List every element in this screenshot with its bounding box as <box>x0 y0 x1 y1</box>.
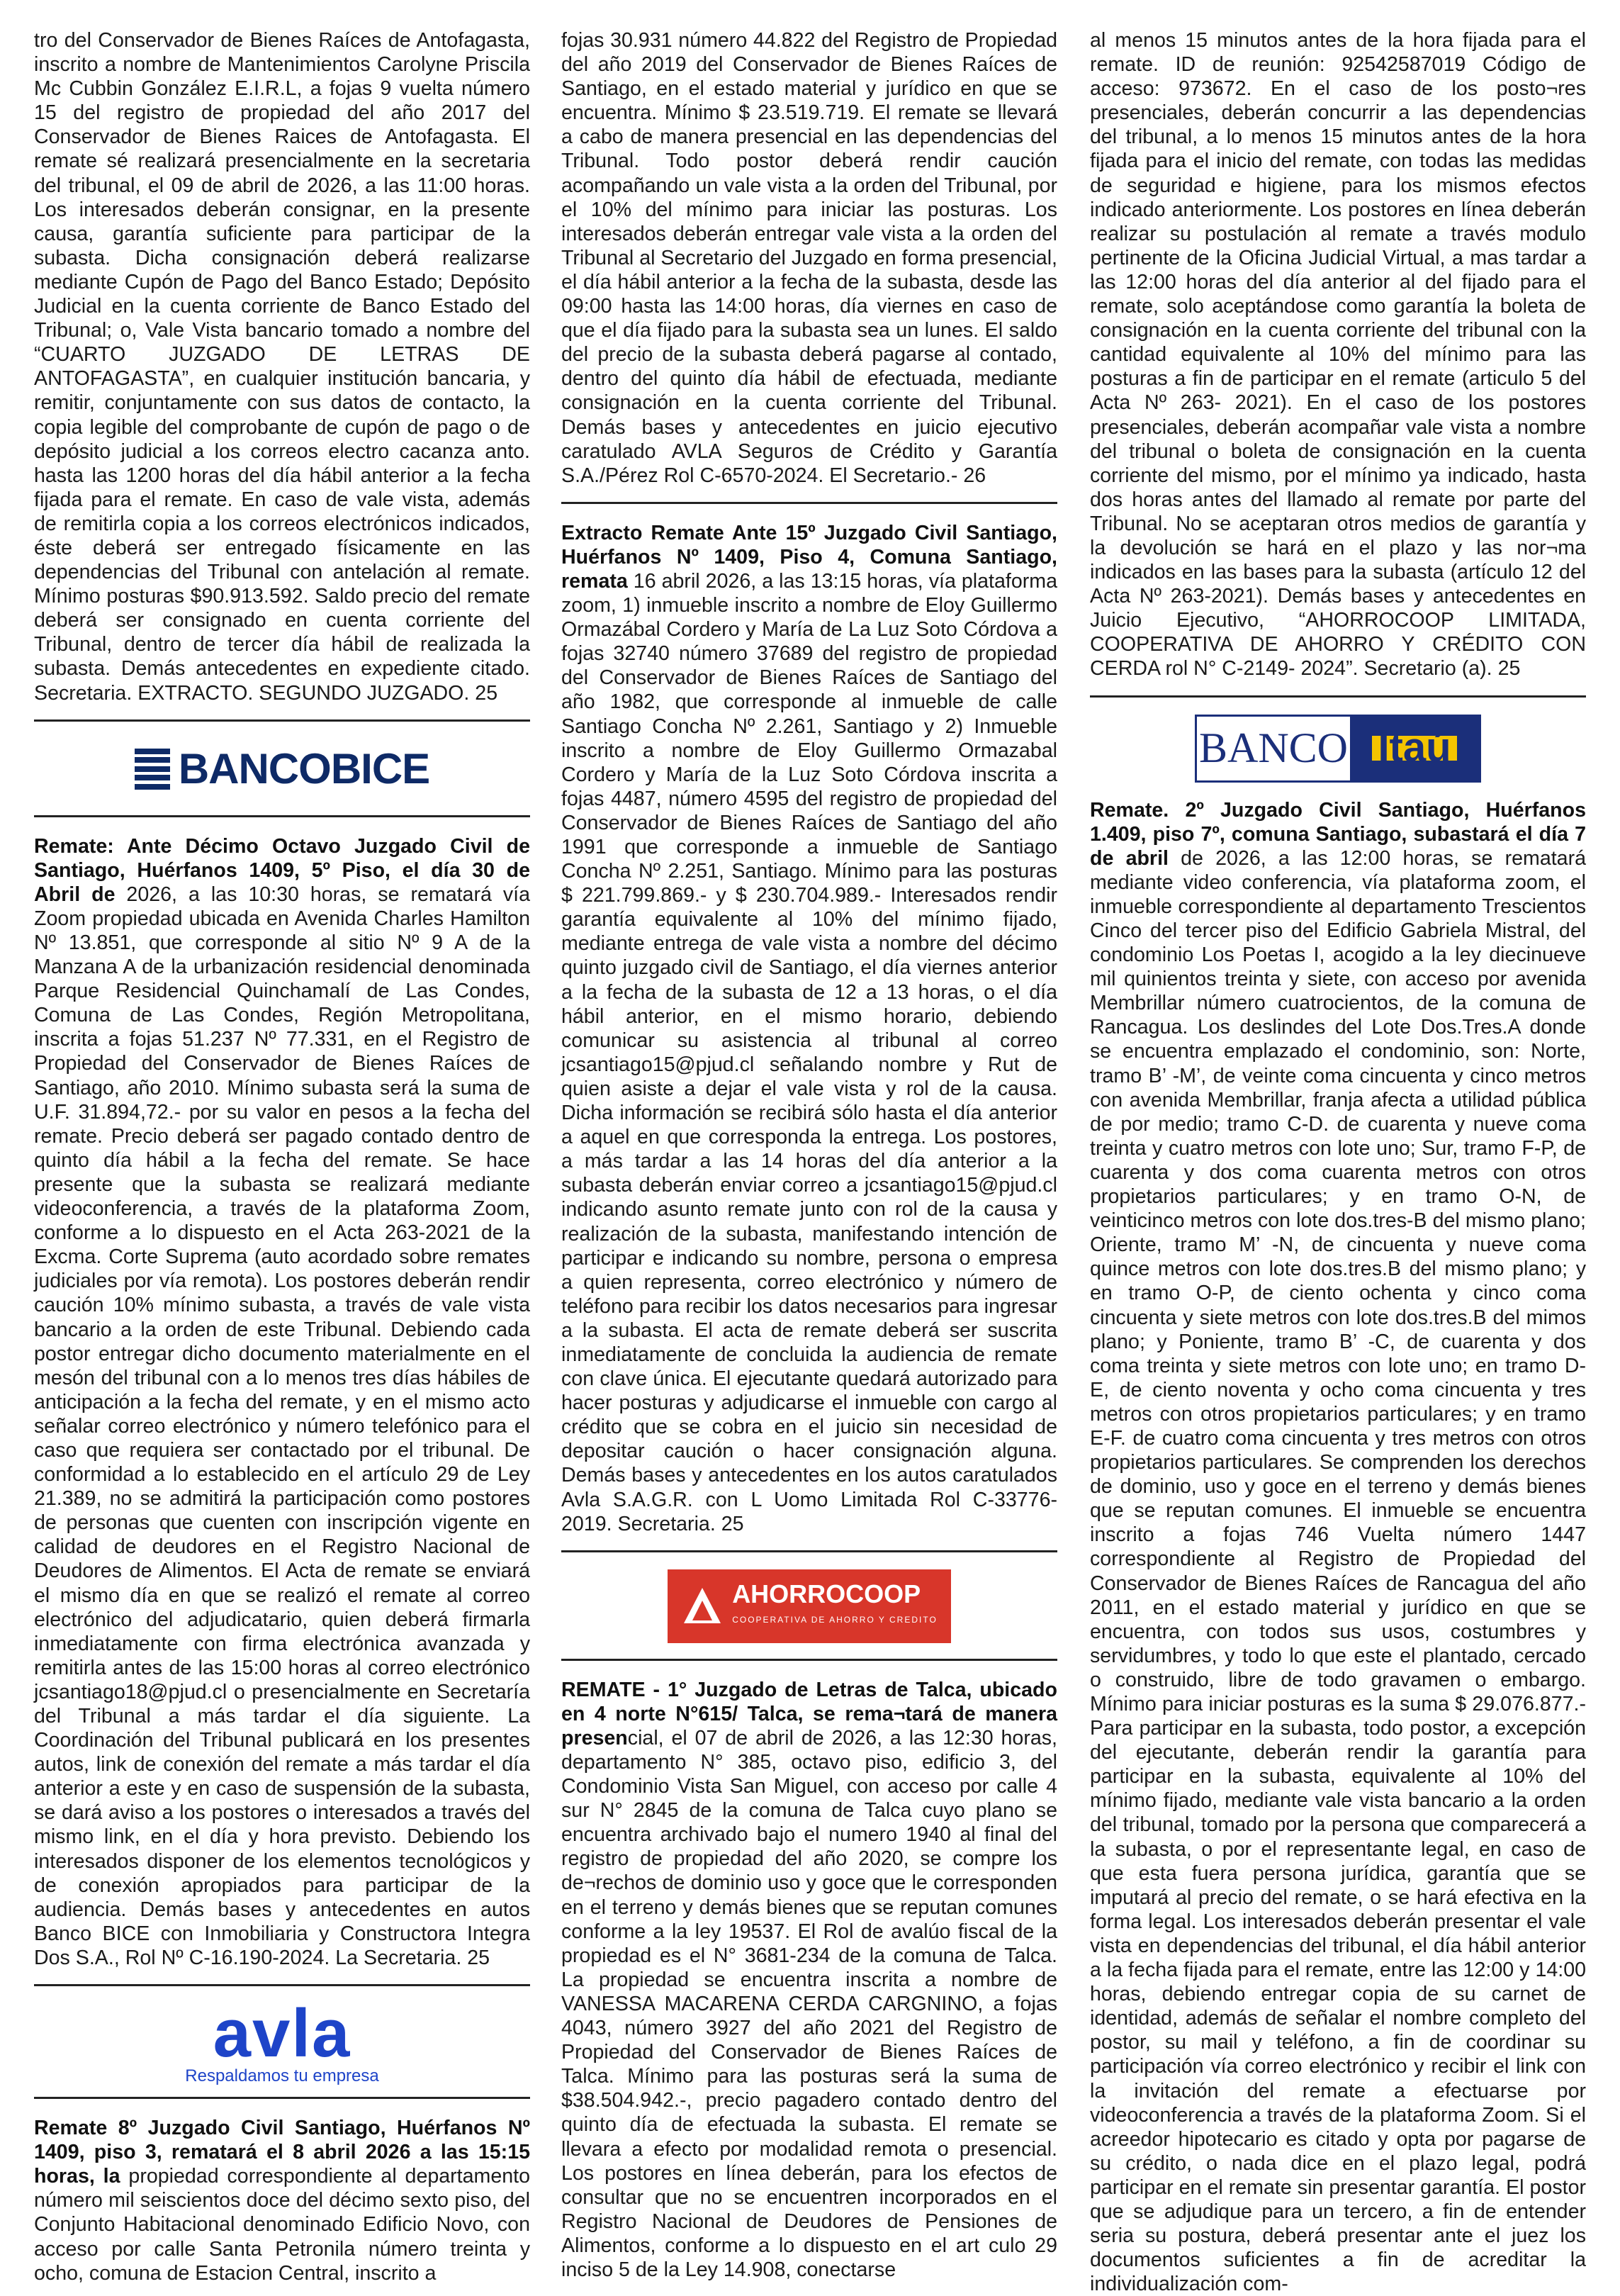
divider <box>561 1659 1057 1661</box>
notice-body: cial, el 07 de abril de 2026, a las 12:30 horas, departamento N° 385, octavo piso, edificio 3, del Condominio Vista San Miguel, con acceso por calle 4 sur N° 2845 de la comuna de Talca cuyo plano se encuentra archivado bajo el numero 1940 al final del registro de propiedad del año 2020, se compre los de¬rechos de dominio uso y goce que le corresponden en el terreno y demás bienes que se reputan comunes conforme a la ley 19537. El Rol de avalúo fiscal de la propiedad es el N° 3681-234 de la comuna de Talca. La propiedad se encuentra inscrita a nombre de VANESSA MACARENA CERDA CARGNINO, a fojas 4043, número 3927 del año 2021 del Registro de Propiedad del Conservador de Bienes Raíces de Talca. Mínimo para las posturas será la suma de $38.504.942.-, precio pagadero contado dentro del quinto día de efectuada la subasta. El remate se llevara a efecto por modalidad remota o presencial. Los postores en línea deberán, para los efectos de consultar que no se encuentren incorporados en el Registro Nacional de Deudores de Pensiones de Alimentos, conforme a lo dispuesto en el art culo 29 inciso 5 de la Ley 14.908, conectarse <box>561 1726 1057 2281</box>
banco-bice-logo <box>133 739 431 800</box>
notice-body: 2026, a las 10:30 horas, se rematará vía Zoom propiedad ubicada en Avenida Charles Hamilton Nº 13.851, que corresponde al sitio Nº 9 A de la Manzana A de la urbanización residencial denominada Parque Residencial Quinchamalí de Las Condes, Comuna de Las Condes, Región Metropolitana, inscrita a fojas 51.237 Nº 77.331, en el Registro de Propiedad del Conservador de Bienes Raíces de Santiago, año 2010. Mínimo subasta será la suma de U.F. 31.894,72.- por su valor en pesos a la fecha del remate. Precio deberá ser pagado contado dentro de quinto día hábil a la fecha del remate. Se hace presente que la subasta se realizará mediante videoconferencia, a través de la plataforma Zoom, conforme a lo dispuesto en el Acta 263-2021 de la Excma. Corte Suprema (auto acordado sobre remates judiciales por vía remota). Los postores deberán rendir caución 10% mínimo subasta, a través de vale vista bancario a la orden de este Tribunal. Debiendo cada postor entregar dicho documento materialmente en el mesón del tribunal con a lo menos tres días hábiles de anticipación a la fecha del remate, y en el mismo acto señalar correo electrónico y número telefónico para el caso que requiera ser contactado por el tribunal. De conformidad a lo establecido en el artículo 29 de Ley 21.389, no se admitirá la participación como postores de personas que cuenten con inscripción vigente en calidad de deudores en el Registro Nacional de Deudores de Alimentos. El Acta de remate se enviará el mismo día en que se realizó el remate al correo electrónico del adjudicatario, quien deberá firmarla inmediatamente con firma electrónica avanzada y remitirla antes de las 15:00 horas al correo electrónico jcsantiago18@pjud.cl o presencialmente en Secretaría del Tribunal a más tardar el día siguiente. La Coordinación del Tribunal publicará en los presentes autos, link de conexión del remate a más tardar el día anterior a este y en caso de suspensión de la subasta, se dará aviso a los postores o interesados a través del mismo link, en el día y hora previsto. Debiendo los interesados disponer de los elementos tecnológicos y de conexión apropiados para participar de la audiencia. Demás bases y antecedentes en autos Banco BICE con Inmobiliaria y Constructora Integra Dos S.A., Rol Nº C-16.190-2024. La Secretaria. 25 <box>34 883 530 1969</box>
notice-bice-remate <box>34 834 530 1970</box>
itau-logo-banco: BANCO <box>1197 717 1350 780</box>
notice-body: de 2026, a las 12:00 horas, se rematará mediante video conferencia, vía plataforma zoom, el inmueble correspondiente al departamento Trescientos Cinco del tercer piso del Edificio Gabriela Mistral, del condominio Los Poetas I, acogido a la ley diecinueve mil quinientos treinta y siete, con acceso por avenida Membrillar número cuatrocientos, de la comuna de Rancagua. Los deslindes del Lote Dos.Tres.A donde se encuentra emplazado el condominio, son: Norte, tramo B’ -M’, de veinte coma cincuenta y cinco metros con avenida Membrillar, franja afecta a utilidad pública de por medio; tramo C-D. de cuarenta y nueve coma treinta y cuatro metros con lote uno; Sur, tramo F-P, de cuarenta y dos coma cuarenta metros con otros propietarios particulares; y en tramo O-N, de veinticinco metros con lote dos.tres-B del mismo plano; Oriente, tramo M’ -N, de cincuenta y nueve coma quince metros con lote dos.tres.B del mismo plano; y en tramo O-P, de ciento ochenta y cinco coma cincuenta y siete metros con lote dos.tres.B del mimos plano; y Poniente, tramo B’ -C, de cuarenta y dos coma treinta y siete metros con lote uno; en tramo D-E, de ciento noventa y ocho coma cincuenta y tres metros con otros propietarios particulares; y en tramo E-F. de cuatro coma cincuenta y tres metros con otros propietarios particulares. Se comprenden los derechos de dominio, uso y goce en el terreno y demás bienes que se reputan comunes. El inmueble se encuentra inscrito a fojas 746 Vuelta número 1447 correspondiente al Registro de Propiedad del Conservador de Bienes Raíces de Rancagua del año 2011, en el estado material y jurídico en que se encuentra, con todos sus usos, costumbres y servidumbres, y todo lo que este el plantado, cercado o construido, libre de todo gravamen o embargo. Mínimo para iniciar posturas es la suma $ 29.076.877.- Para participar en la subasta, todo postor, a excepción del ejecutante, deberán rendir la garantía para participar en la subasta, equivalente al 10% del mínimo fijado, mediante vale vista bancario a la orden del tribunal, tomado por la persona que comparecerá a la subasta, o por el representante legal, en caso de que esta fuera persona jurídica, garantía que se imputará al precio del remate, o se hará efectiva en la forma legal. Los interesados deberán presentar el vale vista en dependencias del tribunal, el día hábil anterior a la fecha fijada para el remate, entre las 12:00 y 14:00 horas, debiendo entregar copia de su carnet de identidad, además de señalar el nombre completo del postor, su mail y teléfono, a fin de coordinar su participación vía correo electrónico y recibir el link con la invitación del remate a efectuarse por videoconferencia a través de la plataforma Zoom. Si el acreedor hipotecario es citado y opta por pagarse de su crédito, o nada dice en el plazo legal, podrá participar en el remate sin presentar garantía. El postor que se adjudique para un tercero, a fin de entender seria su postura, deberá presentar ante el juez los documentos suficientes a fin de acreditar la individualización com- <box>1090 846 1586 2296</box>
divider <box>34 1984 530 1986</box>
divider <box>561 1550 1057 1552</box>
notice-itau-remate <box>1090 798 1586 2296</box>
bice-bars-icon <box>135 749 170 790</box>
avla-logo <box>154 1995 410 2086</box>
ahorrocoop-name: AHORROCOOP <box>732 1579 921 1608</box>
ahorrocoop-mark-icon <box>681 1585 724 1628</box>
notice-lead: Remate 8º Juzgado Civil Santiago, Huérfanos Nº 1409, piso 3, rematará el 8 abril 2026 a las 15:15 horas, la <box>34 2117 530 2188</box>
avla-logo-word: avla <box>213 1995 351 2072</box>
ahorrocoop-logo <box>668 1569 951 1643</box>
column-2 <box>561 28 1057 2282</box>
notice-lead: Remate: Ante Décimo Octavo Juzgado Civil de Santiago, Huérfanos 1409, 5º Piso, el día 30 de Abril de <box>34 834 530 906</box>
bice-logo-text: BANCOBICE <box>178 744 430 793</box>
notice-avla-tail: fojas 30.931 número 44.822 del Registro de Propiedad del año 2019 del Conservador de Bienes Raíces de Santiago, en el estado material y jurídico en que se encuentra. Mínimo $ 23.519.719. El remate se llevará a cabo de manera presencial en las dependencias del Tribunal. Todo postor deberá rendir caución acompañando un vale vista a la orden del Tribunal, por el 10% del mínimo para iniciar las posturas. Los interesados deberán entregar vale vista a la orden del Tribunal al Secretario del Juzgado en forma presencial, el día hábil anterior a la fecha de la subasta, desde las 09:00 hasta las 14:00 horas, día viernes en caso de que el día fijado para la subasta sea un lunes. El saldo del precio de la subasta deberá pagarse al contado, dentro del quinto día hábil de efectuada, mediante consignación en la cuenta corriente del Tribunal. Demás bases y antecedentes en juicio ejecutivo caratulado AVLA Seguros de Crédito y Garantía S.A./Pérez Rol C-6570-2024. El Secretario.- 26 <box>561 29 1057 487</box>
ahorrocoop-subtitle: COOPERATIVA DE AHORRO Y CREDITO <box>732 1614 938 1625</box>
notice-antofagasta-tail: tro del Conservador de Bienes Raíces de Antofagasta, inscrito a nombre de Mantenimientos Carolyne Priscila Mc Cubbin González E.I.R.L, a fojas 9 vuelta número 15 del registro de propiedad del año 2017 del Conservador de Bienes Raices de Antofagasta. El remate sé realizará presencialmente en la secretaria del tribunal, el 09 de abril de 2026, a las 11:00 horas. Los interesados deberán consignar, en la presente causa, garantía suficiente para participar de la subasta. Dicha consignación deberá realizarse mediante Cupón de Pago del Banco Estado; Depósito Judicial en la cuenta corriente de Banco Estado del Tribunal; o, Vale Vista bancario tomado a nombre del “CUARTO JUZGADO DE LETRAS DE ANTOFAGASTA”, en cualquier institución bancaria, y remitir, conjuntamente con sus datos de contacto, la copia legible del comprobante de cupón de pago o de depósito judicial a los correos electro cacanza anto. hasta las 1200 horas del día hábil anterior a la fecha fijada para el remate. En caso de vale vista, además de remitirla copia a los correos electrónicos indicados, éste deberá ser entregado físicamente en las dependencias del Tribunal con antelación al remate. Mínimo posturas $90.913.592. Saldo precio del remate deberá ser consignado en cuenta corriente del Tribunal, dentro de tercer día hábil de realizada la subasta. Demás antecedentes en expediente citado. Secretaria. EXTRACTO. SEGUNDO JUZGADO. 25 <box>34 29 530 705</box>
itau-logo-box <box>1350 717 1479 780</box>
divider <box>34 719 530 722</box>
column-3 <box>1090 28 1586 2296</box>
column-1 <box>34 28 530 2285</box>
notice-lead: REMATE - 1° Juzgado de Letras de Talca, ubicado en 4 norte N°615/ Talca, se rema¬tará de manera presen <box>561 1678 1057 1749</box>
notice-talca-remate <box>561 1678 1057 2282</box>
notice-body: propiedad correspondiente al departamento número mil seiscientos doce del décimo sexto piso, del Conjunto Habitacional denominado Edificio Novo, con acceso por calle Santa Petronila número treinta y ocho, comuna de Estacion Central, inscrito a <box>34 2165 531 2285</box>
divider <box>34 2097 530 2099</box>
banco-itau-logo <box>1195 715 1481 783</box>
notice-lead: Extracto Remate Ante 15º Juzgado Civil Santiago, Huérfanos Nº 1409, Piso 4, Comuna Santiago, remata <box>561 521 1057 593</box>
divider <box>34 815 530 817</box>
divider <box>561 502 1057 504</box>
notice-lead: Remate. 2º Juzgado Civil Santiago, Huérfanos 1.409, piso 7º, comuna Santiago, subastará el día 7 de abril <box>1090 798 1586 870</box>
notice-15-juzgado <box>561 521 1057 1536</box>
notice-body: 16 abril 2026, a las 13:15 horas, vía plataforma zoom, 1) inmueble inscrito a nombre de Eloy Guillermo Ormazábal Cordero y María de La Luz Soto Córdova a fojas 32740 número 37689 del registro de propiedad del Conservador de Bienes Raíces de Santiago del año 1982, que corresponde al inmueble de calle Santiago Concha Nº 2.261, Santiago y 2) Inmueble inscrito a nombre de Eloy Guillermo Ormazabal Cordero y María de la Luz Soto Córdova inscrita a fojas 4487, número 4595 del registro de propiedad del Conservador de Bienes Raíces de Santiago del año 1991 que corresponde a inmueble de Santiago Concha Nº 2.251, Santiago. Mínimo para las posturas $ 221.799.869.- y $ 230.704.989.- Interesados rendir garantía equivalente al 10% del mínimo fijado, mediante entrega de vale vista a nombre del décimo quinto juzgado civil de Santiago, el día viernes anterior a la fecha de la subasta de 12 a 13 horas, o el día hábil anterior, en el mismo horario, debiendo comunicar su asistencia al tribunal al correo jcsantiago15@pjud.cl señalando nombre y Rut de quien asiste a dejar el vale vista y rol de la causa. Dicha información se recibirá sólo hasta el día anterior a aquel en que corresponda la entrega. Los postores, a más tardar a las 14 horas del día anterior a la subasta deberán enviar correo a jcsantiago15@pjud.cl indicando asunto remate junto con rol de la causa y realización de la subasta, manifestando intención de participar e indicando su nombre, persona o empresa a quien representa, correo electrónico y número de teléfono para recibir los datos necesarios para ingresar a la subasta. El acta de remate deberá ser suscrita inmediatamente de concluida la audiencia de remate con clave única. El ejecutante quedará autorizado para hacer posturas y adjudicarse el inmueble con cargo al crédito que se cobra en el juicio sin necesidad de depositar caución o hacer consignación alguna. Demás bases y antecedentes en los autos caratulados Avla S.A.G.R. con L Uomo Limitada Rol C-33776-2019. Secretaria. 25 <box>561 569 1057 1535</box>
divider <box>1090 695 1586 698</box>
avla-logo-tagline: Respaldamos tu empresa <box>185 2066 379 2086</box>
notice-avla-remate <box>34 2116 530 2285</box>
notice-talca-tail: al menos 15 minutos antes de la hora fijada para el remate. ID de reunión: 92542587019 Código de acceso: 973672. En el caso de los posto¬res presenciales, deberán concurrir a las dependencias del tribunal, a lo menos 15 minutos antes de la hora fijada para el inicio del remate, con todas las medidas de seguridad e higiene, para los mismos efectos indicado anteriormente. Los postores en línea deberán realizar su postulación al remate a través modulo pertinente de la Oficina Judicial Virtual, a mas tardar a las 12:00 horas del día anterior al del fijado para el remate, solo aceptándose como garantía la boleta de consignación en la cuenta corriente del tribunal con la cantidad equivalente al 10% del mínimo para las posturas a fin de participar en el remate (articulo 5 del Acta Nº 263- 2021). En el caso de los postores presenciales, deberán acompañar vale vista a nombre del tribunal o boleta de consignación en la cuenta corriente del mismo, por el mínimo ya indicado, hasta dos horas antes del llamado al remate por parte del Tribunal. No se aceptaran otros medios de garantía y la devolución se hará en el plazo y las nor¬ma indicados en las bases para la subasta (artículo 12 del Acta Nº 263-2021). Demás bases y antecedentes en Juicio Ejecutivo, “AHORROCOOP LIMITADA, COOPERATIVA DE AHORRO Y CRÉDITO CON CERDA rol N° C-2149- 2024”. Secretario (a). 25 <box>1090 29 1586 681</box>
ahorrocoop-words <box>732 1581 938 1632</box>
itau-logo-name: Itaú <box>1372 736 1456 760</box>
